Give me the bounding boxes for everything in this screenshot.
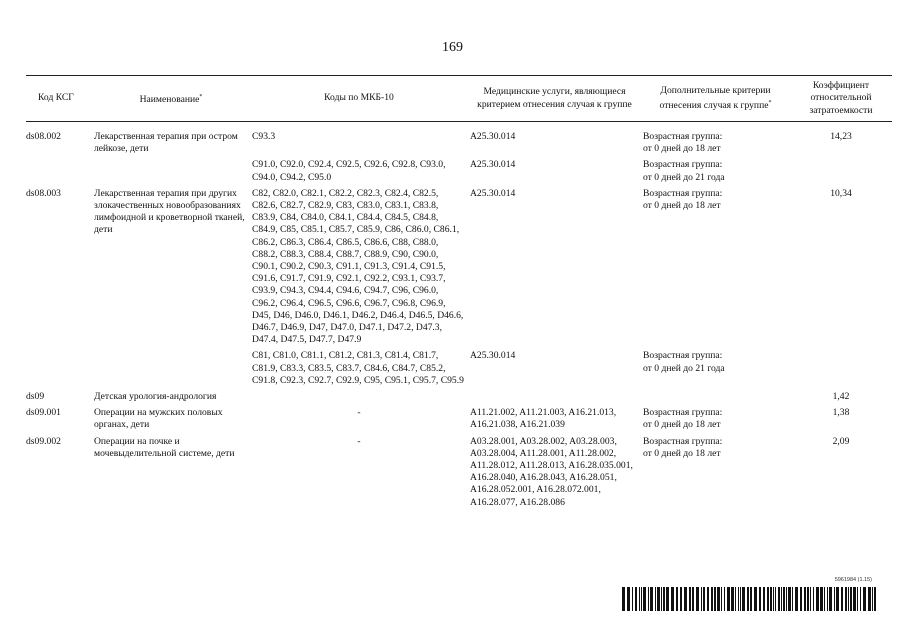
barcode-bar xyxy=(767,587,769,611)
barcode-bar xyxy=(848,587,849,611)
barcode-bar xyxy=(874,587,876,611)
cell-services: A25.30.014 xyxy=(470,159,516,171)
barcode-bar xyxy=(816,587,819,611)
barcode-bar xyxy=(824,587,825,611)
barcode-bar xyxy=(800,587,802,611)
barcode-bar xyxy=(773,587,774,611)
barcode xyxy=(622,577,878,613)
cell-mkb: C91.0, C92.0, C92.4, C92.5, C92.6, C92.8, C93.0, C94.0, C94.2, C95.0 xyxy=(252,159,446,183)
cell-services: A03.28.001, A03.28.002, A03.28.003, A03.28.004, A11.28.001, A11.28.002, A11.28.012, A11.28.013, A16.28.035.001, A16.28.040, A16.28.043, A16.28.051, A16.28.052.001, A16.28.072.001, A16.28.077, A16.28.086 xyxy=(470,435,633,508)
cell-criteria: Возрастная группа: от 0 дней до 18 лет xyxy=(643,131,723,155)
cell-criteria: Возрастная группа: от 0 дней до 18 лет xyxy=(643,187,723,212)
table-row xyxy=(26,122,892,160)
cell-name: Операции на мужских половых органах, дети xyxy=(94,407,223,431)
cell-name: Операции на почке и мочевыделительной системе, дети xyxy=(94,435,235,459)
table-row xyxy=(26,391,892,407)
barcode-bar xyxy=(643,587,646,611)
cell-mkb: - xyxy=(357,407,361,419)
cell-code xyxy=(26,350,92,391)
cell-criteria: Возрастная группа: от 0 дней до 18 лет xyxy=(643,407,723,431)
header-mkb: Коды по МКБ-10 xyxy=(250,76,468,122)
cell-coef xyxy=(790,159,892,187)
header-name-footnote-mark: * xyxy=(199,93,203,100)
barcode-bar xyxy=(845,587,847,611)
barcode-bar xyxy=(740,587,741,611)
cell-services: A25.30.014 xyxy=(470,350,516,362)
barcode-bar xyxy=(735,587,736,611)
barcode-bar xyxy=(836,587,839,611)
table-row xyxy=(26,159,892,187)
cell-code: ds09.002 xyxy=(26,435,61,447)
barcode-bar xyxy=(635,587,637,611)
cell-services: A25.30.014 xyxy=(470,187,516,199)
barcode-bar xyxy=(663,587,665,611)
cell-coef: 10,34 xyxy=(830,187,852,199)
cell-coef xyxy=(790,350,892,391)
barcode-bar xyxy=(650,587,653,611)
barcode-bar xyxy=(827,587,828,611)
cell-criteria: Возрастная группа: от 0 дней до 21 года xyxy=(643,350,725,374)
cell-mkb: - xyxy=(357,435,361,447)
barcode-bar xyxy=(684,587,687,611)
cell-name xyxy=(92,159,250,187)
barcode-bar xyxy=(714,587,716,611)
table-row xyxy=(26,407,892,435)
barcode-bar xyxy=(834,587,835,611)
cell-name xyxy=(92,350,250,391)
barcode-bar xyxy=(829,587,832,611)
cell-coef: 1,42 xyxy=(832,391,850,403)
table-row xyxy=(26,188,892,351)
barcode-bar xyxy=(742,587,745,611)
barcode-bar xyxy=(717,587,720,611)
barcode-bar xyxy=(639,587,640,611)
header-criteria-label: Дополнительные критерии отнесения случая к группе xyxy=(659,84,771,112)
barcode-bar xyxy=(731,587,734,611)
cell-coef: 14,23 xyxy=(830,131,852,142)
barcode-bar xyxy=(657,587,660,611)
cell-criteria: Возрастная группа: от 0 дней до 18 лет xyxy=(643,435,723,459)
barcode-bar xyxy=(807,587,809,611)
cell-services: A25.30.014 xyxy=(470,131,516,142)
cell-name: Лекарственная терапия при остром лейкозе, дети xyxy=(94,131,238,155)
barcode-bar xyxy=(853,587,856,611)
barcode-bar xyxy=(703,587,705,611)
barcode-bar xyxy=(680,587,682,611)
barcode-bar xyxy=(783,587,785,611)
header-coef: Коэффициент относительной затратоемкости xyxy=(790,76,892,122)
barcode-bar xyxy=(701,587,702,611)
barcode-bar xyxy=(850,587,852,611)
barcode-bar xyxy=(820,587,823,611)
header-services: Медицинские услуги, являющиеся критерием отнесения случая к группе xyxy=(468,76,641,122)
barcode-bar xyxy=(750,587,752,611)
barcode-label: 5961984 (1.15) xyxy=(834,577,872,583)
barcode-bar xyxy=(632,587,633,611)
cell-code: ds08.002 xyxy=(26,131,61,142)
cell-mkb: C93.3 xyxy=(252,131,276,142)
table-header-row xyxy=(26,76,892,122)
barcode-bar xyxy=(786,587,787,611)
barcode-bar xyxy=(711,587,713,611)
barcode-bar xyxy=(770,587,772,611)
barcode-bar xyxy=(676,587,678,611)
barcode-bar xyxy=(747,587,749,611)
barcode-bar xyxy=(692,587,694,611)
header-criteria-footnote-mark: * xyxy=(768,99,772,106)
cell-name: Лекарственная терапия при других злокачественных новообразованиях лимфоидной и кроветворной тканей, дети xyxy=(94,187,245,236)
barcode-bar xyxy=(795,587,798,611)
barcode-bar xyxy=(721,587,722,611)
cell-mkb: C81, C81.0, C81.1, C81.2, C81.3, C81.4, C81.7, C81.9, C83.3, C83.5, C83.7, C84.6, C84.7, C85.2, C91.8, C92.3, C92.7, C92.9, C95, C95.1, C95.7, C95.9 xyxy=(252,350,464,386)
cell-services: A11.21.002, A11.21.003, A16.21.013, A16.21.038, A16.21.039 xyxy=(470,407,617,431)
barcode-bar xyxy=(872,587,873,611)
barcode-bar xyxy=(788,587,791,611)
barcode-bar xyxy=(810,587,811,611)
cell-code: ds08.003 xyxy=(26,187,61,199)
barcode-bar xyxy=(727,587,730,611)
barcode-bar xyxy=(671,587,674,611)
barcode-bar xyxy=(841,587,843,611)
cell-code xyxy=(26,159,92,187)
cell-code: ds09 xyxy=(26,391,45,403)
header-code: Код КСГ xyxy=(26,76,92,122)
header-name-label: Наименование xyxy=(139,93,200,105)
header-criteria xyxy=(641,76,790,122)
cell-coef: 2,09 xyxy=(832,435,850,447)
cell-criteria: Возрастная группа: от 0 дней до 21 года xyxy=(643,159,725,183)
barcode-bar xyxy=(860,587,861,611)
barcode-image xyxy=(622,587,878,611)
barcode-bar xyxy=(759,587,761,611)
barcode-bar xyxy=(781,587,782,611)
cell-name: Детская урология-андрология xyxy=(94,391,217,403)
page-number: 169 xyxy=(442,40,463,55)
barcode-bar xyxy=(627,587,630,611)
table-row xyxy=(26,350,892,391)
barcode-bar xyxy=(804,587,806,611)
barcode-bar xyxy=(857,587,858,611)
table-row xyxy=(26,436,892,513)
barcode-bar xyxy=(754,587,757,611)
barcode-bar xyxy=(666,587,669,611)
barcode-bar xyxy=(775,587,776,611)
header-name xyxy=(92,76,250,122)
barcode-bar xyxy=(655,587,656,611)
barcode-bar xyxy=(738,587,739,611)
barcode-bar xyxy=(689,587,691,611)
barcode-bar xyxy=(724,587,725,611)
barcode-bar xyxy=(622,587,625,611)
barcode-bar xyxy=(868,587,871,611)
ksg-table xyxy=(26,75,892,513)
barcode-bar xyxy=(696,587,699,611)
barcode-bar xyxy=(661,587,662,611)
barcode-bar xyxy=(863,587,866,611)
cell-coef: 1,38 xyxy=(832,407,850,419)
cell-mkb: C82, C82.0, C82.1, C82.2, C82.3, C82.4, C82.5, C82.6, C82.7, C82.9, C83, C83.0, C83.1, C83.8, C83.9, C84, C84.0, C84.1, C84.4, C84.5, C84.8, C84.9, C85, C85.1, C85.7, C85.9, C86, C86.0, C86.1, C86.2, C86.3, C86.4, C86.5, C86.6, C88, C88.0, C88.2, C88.3, C88.4, C88.7, C88.9, C90, C90.0, C90.1, C90.2, C90.3, C91.1, C91.3, C91.4, C91.5, C91.6, C91.7, C91.9, C92.1, C92.2, C93.1, C93.7, C93.9, C94.3, C94.4, C94.6, C94.7, C96, C96.0, C96.2, C96.4, C96.5, C96.6, C96.7, C96.8, C96.9, D45, D46, D46.0, D46.1, D46.2, D46.4, D46.5, D46.6, D46.7, D46.9, D47, D47.0, D47.1, D47.2, D47.3, D47.4, D47.5, D47.7, D47.9 xyxy=(252,187,464,346)
barcode-bar xyxy=(707,587,709,611)
barcode-bar xyxy=(778,587,780,611)
barcode-bar xyxy=(648,587,649,611)
barcode-bar xyxy=(641,587,642,611)
barcode-bar xyxy=(763,587,765,611)
barcode-bar xyxy=(813,587,814,611)
table-body xyxy=(26,122,892,513)
barcode-bar xyxy=(792,587,793,611)
cell-code: ds09.001 xyxy=(26,407,61,419)
